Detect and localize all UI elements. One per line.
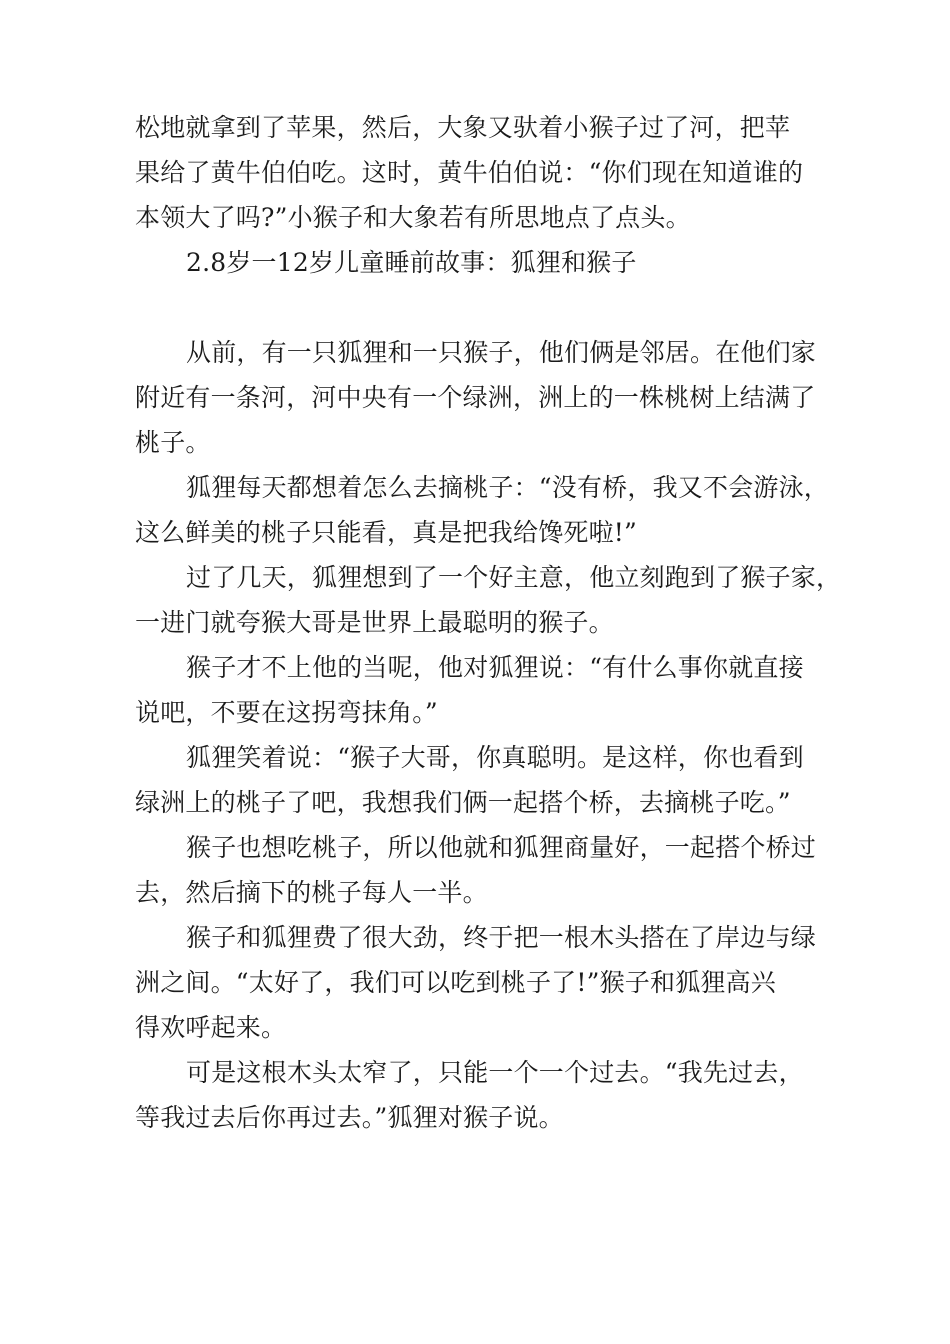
text-line: 猴子也想吃桃子，所以他就和狐狸商量好，一起搭个桥过 bbox=[186, 833, 817, 862]
section-heading: 2.8岁一12岁儿童睡前故事：狐狸和猴子 bbox=[186, 248, 637, 277]
text-line: 松地就拿到了苹果，然后，大象又驮着小猴子过了河，把苹 bbox=[135, 113, 791, 142]
text-line: 去，然后摘下的桃子每人一半。 bbox=[135, 878, 488, 907]
text-line: 狐狸每天都想着怎么去摘桃子：“没有桥，我又不会游泳， bbox=[186, 473, 829, 502]
text-line: 可是这根木头太窄了，只能一个一个过去。“我先过去， bbox=[186, 1058, 804, 1087]
text-line: 等我过去后你再过去。”狐狸对猴子说。 bbox=[135, 1103, 564, 1132]
text-line: 绿洲上的桃子了吧，我想我们俩一起搭个桥，去摘桃子吃。” bbox=[135, 788, 791, 817]
text-line: 说吧，不要在这拐弯抹角。” bbox=[135, 698, 438, 727]
text-line: 本领大了吗?”小猴子和大象若有所思地点了点头。 bbox=[135, 203, 691, 232]
text-line: 桃子。 bbox=[135, 428, 211, 457]
text-line: 过了几天，狐狸想到了一个好主意，他立刻跑到了猴子家， bbox=[186, 563, 842, 592]
text-line: 得欢呼起来。 bbox=[135, 1013, 287, 1042]
text-line: 附近有一条河，河中央有一个绿洲，洲上的一株桃树上结满了 bbox=[135, 383, 816, 412]
text-line: 猴子和狐狸费了很大劲，终于把一根木头搭在了岸边与绿 bbox=[186, 923, 817, 952]
text-line: 一进门就夸猴大哥是世界上最聪明的猴子。 bbox=[135, 608, 614, 637]
text-line: 果给了黄牛伯伯吃。这时，黄牛伯伯说：“你们现在知道谁的 bbox=[135, 158, 804, 187]
text-line: 猴子才不上他的当呢，他对狐狸说：“有什么事你就直接 bbox=[186, 653, 804, 682]
text-line: 狐狸笑着说：“猴子大哥，你真聪明。是这样，你也看到 bbox=[186, 743, 804, 772]
text-line: 这么鲜美的桃子只能看，真是把我给馋死啦!” bbox=[135, 518, 638, 547]
text-line: 洲之间。“太好了，我们可以吃到桃子了!”猴子和狐狸高兴 bbox=[135, 968, 777, 997]
text-line: 从前，有一只狐狸和一只猴子，他们俩是邻居。在他们家 bbox=[186, 338, 817, 367]
